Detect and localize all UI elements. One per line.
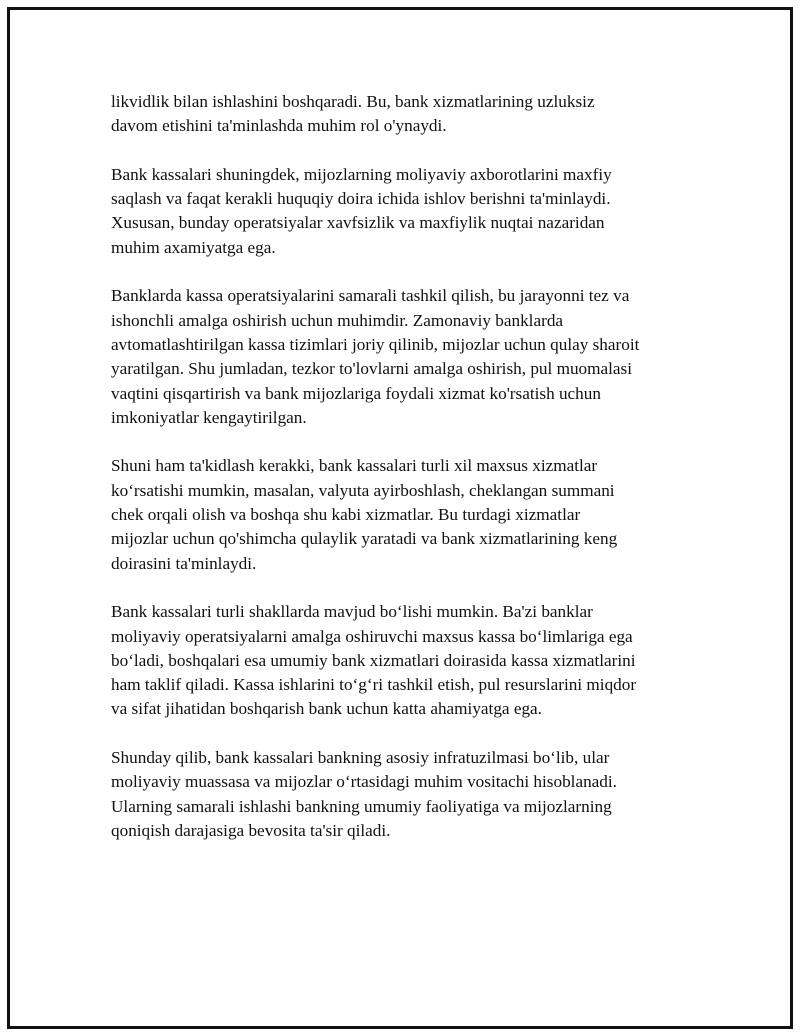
text-line: davom etishini ta'minlashda muhim rol o'ynaydi.: [111, 116, 447, 136]
text-line: Shuni ham ta'kidlash kerakki, bank kassalari turli xil maxsus xizmatlar: [111, 456, 598, 476]
text-line: Bank kassalari shuningdek, mijozlarning moliyaviy axborotlarini maxfiy: [111, 164, 612, 184]
paragraph-5: [111, 600, 681, 721]
text-line: qoniqish darajasiga bevosita ta'sir qiladi.: [111, 820, 391, 840]
text-line: yaratilgan. Shu jumladan, tezkor to'lovlarni amalga oshirish, pul muomalasi: [111, 359, 632, 379]
text-line: avtomatlashtirilgan kassa tizimlari joriy qilinib, mijozlar uchun qulay sharoit: [111, 334, 640, 354]
text-line: va sifat jihatidan boshqarish bank uchun katta ahamiyatga ega.: [111, 699, 542, 719]
text-line: bo‘ladi, boshqalari esa umumiy bank xizmatlari doirasida kassa xizmatlarini: [111, 650, 636, 670]
text-line: chek orqali olish va boshqa shu kabi xizmatlar. Bu turdagi xizmatlar: [111, 505, 581, 525]
text-line: ishonchli amalga oshirish uchun muhimdir. Zamonaviy banklarda: [111, 310, 564, 330]
text-line: saqlash va faqat kerakli huquqiy doira ichida ishlov berishni ta'minlaydi.: [111, 189, 611, 209]
text-line: mijozlar uchun qo'shimcha qulaylik yaratadi va bank xizmatlarining keng: [111, 529, 618, 549]
text-line: doirasini ta'minlaydi.: [111, 553, 257, 573]
text-line: Bank kassalari turli shakllarda mavjud bo‘lishi mumkin. Ba'zi banklar: [111, 602, 593, 622]
text-line: ko‘rsatishi mumkin, masalan, valyuta ayirboshlash, cheklangan summani: [111, 480, 615, 500]
paragraph-4: [111, 454, 681, 575]
paragraph-1: [111, 90, 681, 139]
paragraph-6: [111, 746, 681, 843]
text-line: likvidlik bilan ishlashini boshqaradi. Bu, bank xizmatlarining uzluksiz: [111, 92, 595, 111]
paragraph-3: [111, 284, 681, 430]
text-line: imkoniyatlar kengaytirilgan.: [111, 407, 307, 427]
text-line: Shunday qilib, bank kassalari bankning asosiy infratuzilmasi bo‘lib, ular: [111, 748, 610, 768]
text-line: Ularning samarali ishlashi bankning umumiy faoliyatiga va mijozlarning: [111, 796, 612, 816]
text-line: vaqtini qisqartirish va bank mijozlariga foydali xizmat ko'rsatish uchun: [111, 383, 601, 403]
document-body: [111, 90, 681, 868]
paragraph-2: [111, 163, 681, 260]
text-line: ham taklif qiladi. Kassa ishlarini to‘g‘ri tashkil etish, pul resurslarini miqdor: [111, 675, 637, 695]
text-line: moliyaviy muassasa va mijozlar o‘rtasidagi muhim vositachi hisoblanadi.: [111, 772, 617, 792]
text-line: moliyaviy operatsiyalarni amalga oshiruvchi maxsus kassa bo‘limlariga ega: [111, 626, 633, 646]
text-line: Banklarda kassa operatsiyalarini samarali tashkil qilish, bu jarayonni tez va: [111, 286, 630, 306]
text-line: muhim axamiyatga ega.: [111, 237, 276, 257]
text-line: Xususan, bunday operatsiyalar xavfsizlik va maxfiylik nuqtai nazaridan: [111, 213, 605, 233]
